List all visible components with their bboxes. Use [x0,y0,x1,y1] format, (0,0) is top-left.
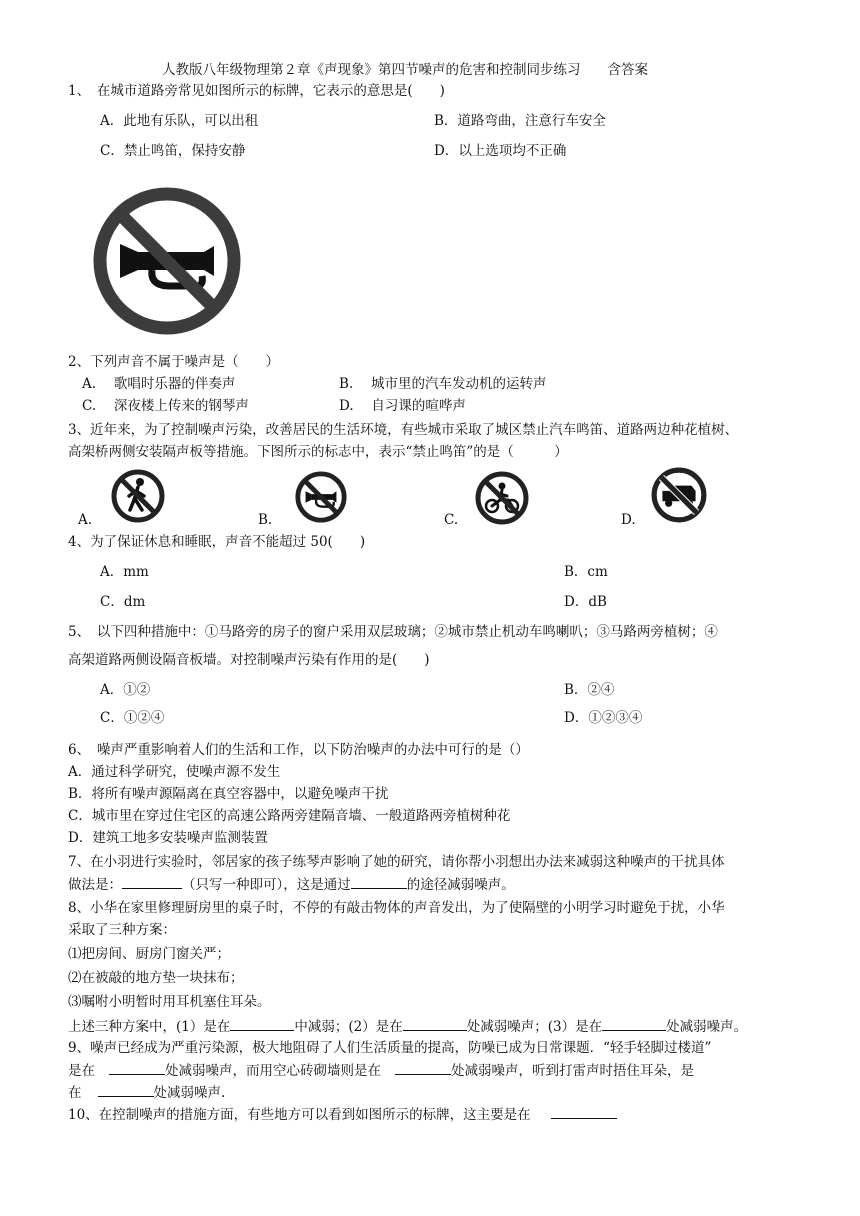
question-1-option-d: D．以上选项均不正确 [434,143,567,159]
question-9-text-d: 在 [68,1085,82,1101]
no-pedestrian-sign-icon [110,468,166,524]
question-9-line2 [68,1060,694,1081]
question-4-option-a: A．mm [100,564,149,580]
question-1-stem: 1、 在城市道路旁常见如图所示的标牌，它表示的意思是( ) [68,83,445,99]
question-3-option-a: A. [78,512,93,528]
question-7-line2 [68,874,515,895]
question-4-option-d: D．dB [564,594,607,610]
answer-blank[interactable] [122,874,182,889]
answer-blank[interactable] [403,1016,467,1031]
question-5-option-a: A．①② [100,682,151,698]
question-2-option-c: C. 深夜楼上传来的钢琴声 [82,398,249,414]
page-title: 人教版八年级物理第２章《声现象》第四节噪声的危害和控制同步练习 含答案 [162,62,648,78]
question-6-option-d: D．建筑工地多安装噪声监测装置 [68,830,268,846]
question-6-option-b: B．将所有噪声源隔离在真空容器中，以避免噪声干扰 [68,786,389,802]
question-8-summary-d: 处减弱噪声。 [666,1019,748,1035]
question-8-line2: 采取了三种方案： [68,922,176,938]
question-6-option-c: C．城市里在穿过住宅区的高速公路两旁建隔音墙、一般道路两旁植树种花 [68,808,511,824]
question-10-line1 [68,1104,617,1125]
question-9-line1: 9、噪声已经成为严重污染源，极大地阻碍了人们生活质量的提高，防噪已成为日常课题．“轻手轻脚过楼道” [68,1040,712,1056]
question-3-option-c: C. [444,512,459,528]
question-7-line1: 7、在小羽进行实验时，邻居家的孩子练琴声影响了她的研究，请你帮小羽想出办法来减弱这种噪声的干扰具体 [68,854,725,870]
question-9-text-e: 处减弱噪声. [153,1085,226,1101]
question-4-option-b: B．cm [564,564,608,580]
no-horn-sign-icon [92,186,242,336]
question-5-option-b: B．②④ [564,682,615,698]
answer-blank[interactable] [109,1060,165,1075]
question-8-line1: 8、小华在家里修理厨房里的桌子时，不停的有敲击物体的声音发出，为了使隔壁的小明学习时避免于扰，小华 [68,900,725,916]
question-8-summary-b: 中减弱；(2）是在 [294,1019,403,1035]
question-8-summary-c: 处减弱噪声；(3）是在 [466,1019,603,1035]
question-8-summary [68,1016,747,1037]
question-8-summary-a: 上述三种方案中，(1）是在 [68,1019,231,1035]
question-3-option-d: D. [621,512,636,528]
question-4-option-c: C．dm [100,594,146,610]
question-5-stem-line2: 高架道路两侧设隔音板墙。对控制噪声污染有作用的是( ) [68,652,430,668]
question-5-option-c: C．①②④ [100,710,165,726]
question-9-text-b: 处减弱噪声，而用空心砖砌墙则是在 [165,1063,381,1079]
question-9-text-c: 处减弱噪声，听到打雷声时捂住耳朵，是 [451,1063,694,1079]
question-2-option-d: D. 自习课的喧哗声 [339,398,466,414]
question-8-item-2: ⑵在被敲的地方垫一块抹布； [68,970,244,986]
question-2-option-b: B. 城市里的汽车发动机的运转声 [339,376,547,392]
question-3-option-b: B. [258,512,273,528]
question-1-option-b: B．道路弯曲，注意行车安全 [434,113,606,129]
answer-blank[interactable] [351,874,407,889]
question-2-stem: 2、下列声音不属于噪声是（ ） [68,354,280,370]
question-5-option-d: D．①②③④ [564,710,643,726]
question-8-item-3: ⑶嘱咐小明暂时用耳机塞住耳朵。 [68,994,271,1010]
no-vehicle-sign-icon [650,466,708,524]
question-3-stem-line1: 3、近年来，为了控制噪声污染，改善居民的生活环境，有些城市采取了城区禁止汽车鸣笛、道路两边种花植树、 [68,422,739,438]
question-3-stem-line2: 高架桥两侧安装隔声板等措施。下图所示的标志中，表示“禁止鸣笛”的是（ ） [68,444,568,460]
question-6-stem: 6、 噪声严重影响着人们的生活和工作，以下防治噪声的办法中可行的是（） [68,742,529,758]
no-horn-sign-icon [294,470,348,524]
question-9-text-a: 是在 [68,1063,95,1079]
question-7-text-a: 做法是： [68,877,122,893]
question-8-item-1: ⑴把房间、厨房门窗关严； [68,946,230,962]
question-2-option-a: A. 歌唱时乐器的伴奏声 [82,376,236,392]
question-5-stem-line1: 5、 以下四种措施中：①马路旁的房子的窗户采用双层玻璃；②城市禁止机动车鸣喇叭；③马路两旁植树；④ [68,624,718,640]
no-bicycle-sign-icon [474,470,530,526]
answer-blank[interactable] [98,1082,154,1097]
question-9-line3 [68,1082,225,1103]
answer-blank[interactable] [230,1016,294,1031]
question-1-option-c: C．禁止鸣笛，保持安静 [100,143,246,159]
question-6-option-a: A．通过科学研究，使噪声源不发生 [68,764,281,780]
question-7-text-b: （只写一种即可），这是通过 [182,877,351,893]
question-4-stem: 4、为了保证休息和睡眠，声音不能超过 50( ) [68,534,366,550]
answer-blank[interactable] [395,1060,451,1075]
answer-blank[interactable] [551,1104,617,1119]
answer-blank[interactable] [602,1016,666,1031]
question-10-text: 10、在控制噪声的措施方面，有些地方可以看到如图所示的标牌，这主要是在 [68,1107,531,1123]
question-7-text-c: 的途径减弱噪声。 [406,877,515,893]
question-1-option-a: A．此地有乐队，可以出租 [100,113,259,129]
